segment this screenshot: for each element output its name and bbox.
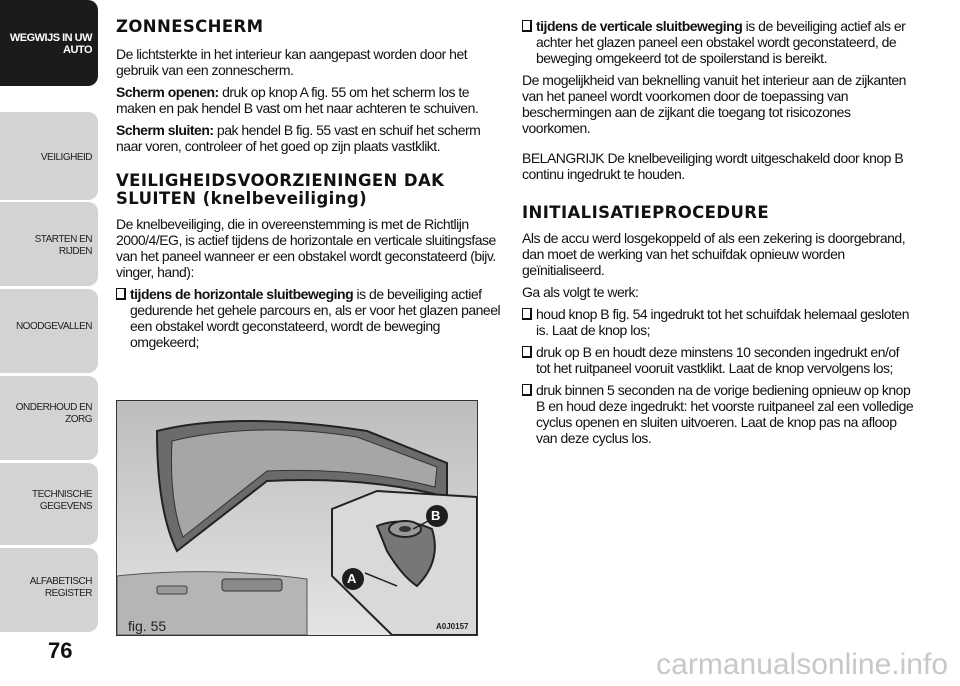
tab-label: NOODGEVALLEN: [15, 321, 92, 332]
bullet-horizontal: [116, 286, 508, 350]
tab-veiligheid[interactable]: [0, 112, 98, 200]
bullet-step-2: [522, 344, 914, 376]
bullet-step-1: [522, 306, 914, 338]
bullet-square-icon: [522, 346, 532, 358]
text-horizontal: is de beveiliging actief gedurende het gehele parcours en, als er voor het glazen paneel een obstakel wordt geconstateerd, wordt de beweging omgekeerd;: [130, 286, 501, 350]
paragraph-knelbeveiliging: De knelbeveiliging, die in overeenstemming is met de Richtlijn 2000/4/EG, is actief tijdens de horizontale en verticale sluitingsfase van het paneel wanneer er een obstakel wordt geconstateerd (bijv. vinger, hand):: [116, 216, 496, 280]
paragraph-close: [116, 122, 508, 154]
paragraph-open: [116, 84, 508, 116]
right-column: [522, 18, 914, 446]
label-open: Scherm openen:: [116, 84, 219, 100]
label-close: Scherm sluiten:: [116, 122, 214, 138]
bullet-vertical: [522, 18, 914, 66]
chapter-sidebar: [0, 0, 100, 686]
paragraph-intro: De lichtsterkte in het interieur kan aangepast worden door het gebruik van een zonnescherm.: [116, 46, 468, 78]
heading-zonnescherm: ZONNESCHERM: [116, 17, 264, 36]
tab-onderhoud-en-zorg[interactable]: [0, 376, 98, 460]
bullet-step-3: [522, 382, 914, 446]
figure-caption: fig. 55: [128, 618, 167, 634]
left-column: [116, 18, 508, 350]
figure-55-illustration: [116, 400, 478, 636]
paragraph-zijkanten: De mogelijkheid van beknelling vanuit het interieur aan de zijkanten van het paneel wordt voorkomen door de toepassing van beschermingen aan de zijkant die toegang tot risicozones voorkomen.: [522, 72, 906, 136]
tab-label: VEILIGHEID: [40, 152, 92, 163]
paragraph-belangrijk: BELANGRIJK De knelbeveiliging wordt uitgeschakeld door knop B continu ingedrukt te houden.: [522, 150, 904, 182]
tab-starten-en-rijden[interactable]: [0, 202, 98, 286]
text-vertical: is de beveiliging actief als er achter het glazen paneel een obstakel wordt geconstateerd, de beweging omgekeerd tot de spoilerstand is bereikt.: [536, 18, 906, 66]
text-close: pak hendel B fig. 55 vast en schuif het scherm naar voren, controleer of het goed op zijn plaats vastklikt.: [116, 122, 481, 154]
tab-label: TECHNISCHE GEGEVENS: [31, 489, 92, 512]
page-number: 76: [48, 638, 73, 663]
tab-noodgevallen[interactable]: [0, 289, 98, 373]
text-open: druk op knop A fig. 55 om het scherm los te maken en pak hendel B vast om het naar achteren te schuiven.: [116, 84, 479, 116]
bullet-square-icon: [522, 308, 532, 320]
tab-technische-gegevens[interactable]: [0, 463, 98, 545]
watermark: carmanualsonline.info: [656, 648, 948, 681]
tab-label: STARTEN EN RIJDEN: [34, 234, 92, 257]
sunroof-illustration: [117, 401, 477, 635]
bullet-square-icon: [116, 288, 126, 300]
step-1-text: houd knop B fig. 54 ingedrukt tot het schuifdak helemaal gesloten is. Laat de knop los;: [536, 306, 909, 338]
paragraph-werk: Ga als volgt te werk:: [522, 284, 639, 300]
label-a-badge: A: [347, 571, 357, 586]
tab-label: ONDERHOUD EN ZORG: [15, 402, 92, 425]
step-2-text: druk op B en houdt deze minstens 10 seconden ingedrukt en/of tot het ruitpaneel vooruit vastklikt. Laat de knop vervolgens los;: [536, 344, 900, 376]
tab-wegwijs-in-uw-auto[interactable]: [0, 0, 98, 86]
bullet-square-icon: [522, 20, 532, 32]
label-b-badge: B: [431, 508, 441, 523]
step-3-text: druk binnen 5 seconden na de vorige bediening opnieuw op knop B en houd deze ingedrukt: het voorste ruitpaneel zal een volledige cyclus openen en sluiten uitvoeren. Laat de knop pas na afloop van deze cyclus los.: [536, 382, 914, 446]
heading-veiligheidsvoorzieningen: VEILIGHEIDSVOORZIENINGEN DAK SLUITEN (knelbeveiliging): [116, 171, 445, 208]
label-vertical: tijdens de verticale sluitbeweging: [536, 18, 743, 34]
tab-alfabetisch-register[interactable]: [0, 548, 98, 632]
tab-label: WEGWIJS IN UW AUTO: [9, 32, 92, 56]
figure-code: A0J0157: [436, 622, 469, 631]
tab-label: ALFABETISCH REGISTER: [29, 576, 92, 599]
paragraph-accu: Als de accu werd losgekoppeld of als een zekering is doorgebrand, dan moet de werking van het schuifdak opnieuw worden geïnitialiseerd.: [522, 230, 906, 278]
bullet-square-icon: [522, 384, 532, 396]
heading-initialisatieprocedure: INITIALISATIEPROCEDURE: [522, 203, 770, 222]
label-horizontal: tijdens de horizontale sluitbeweging: [130, 286, 354, 302]
